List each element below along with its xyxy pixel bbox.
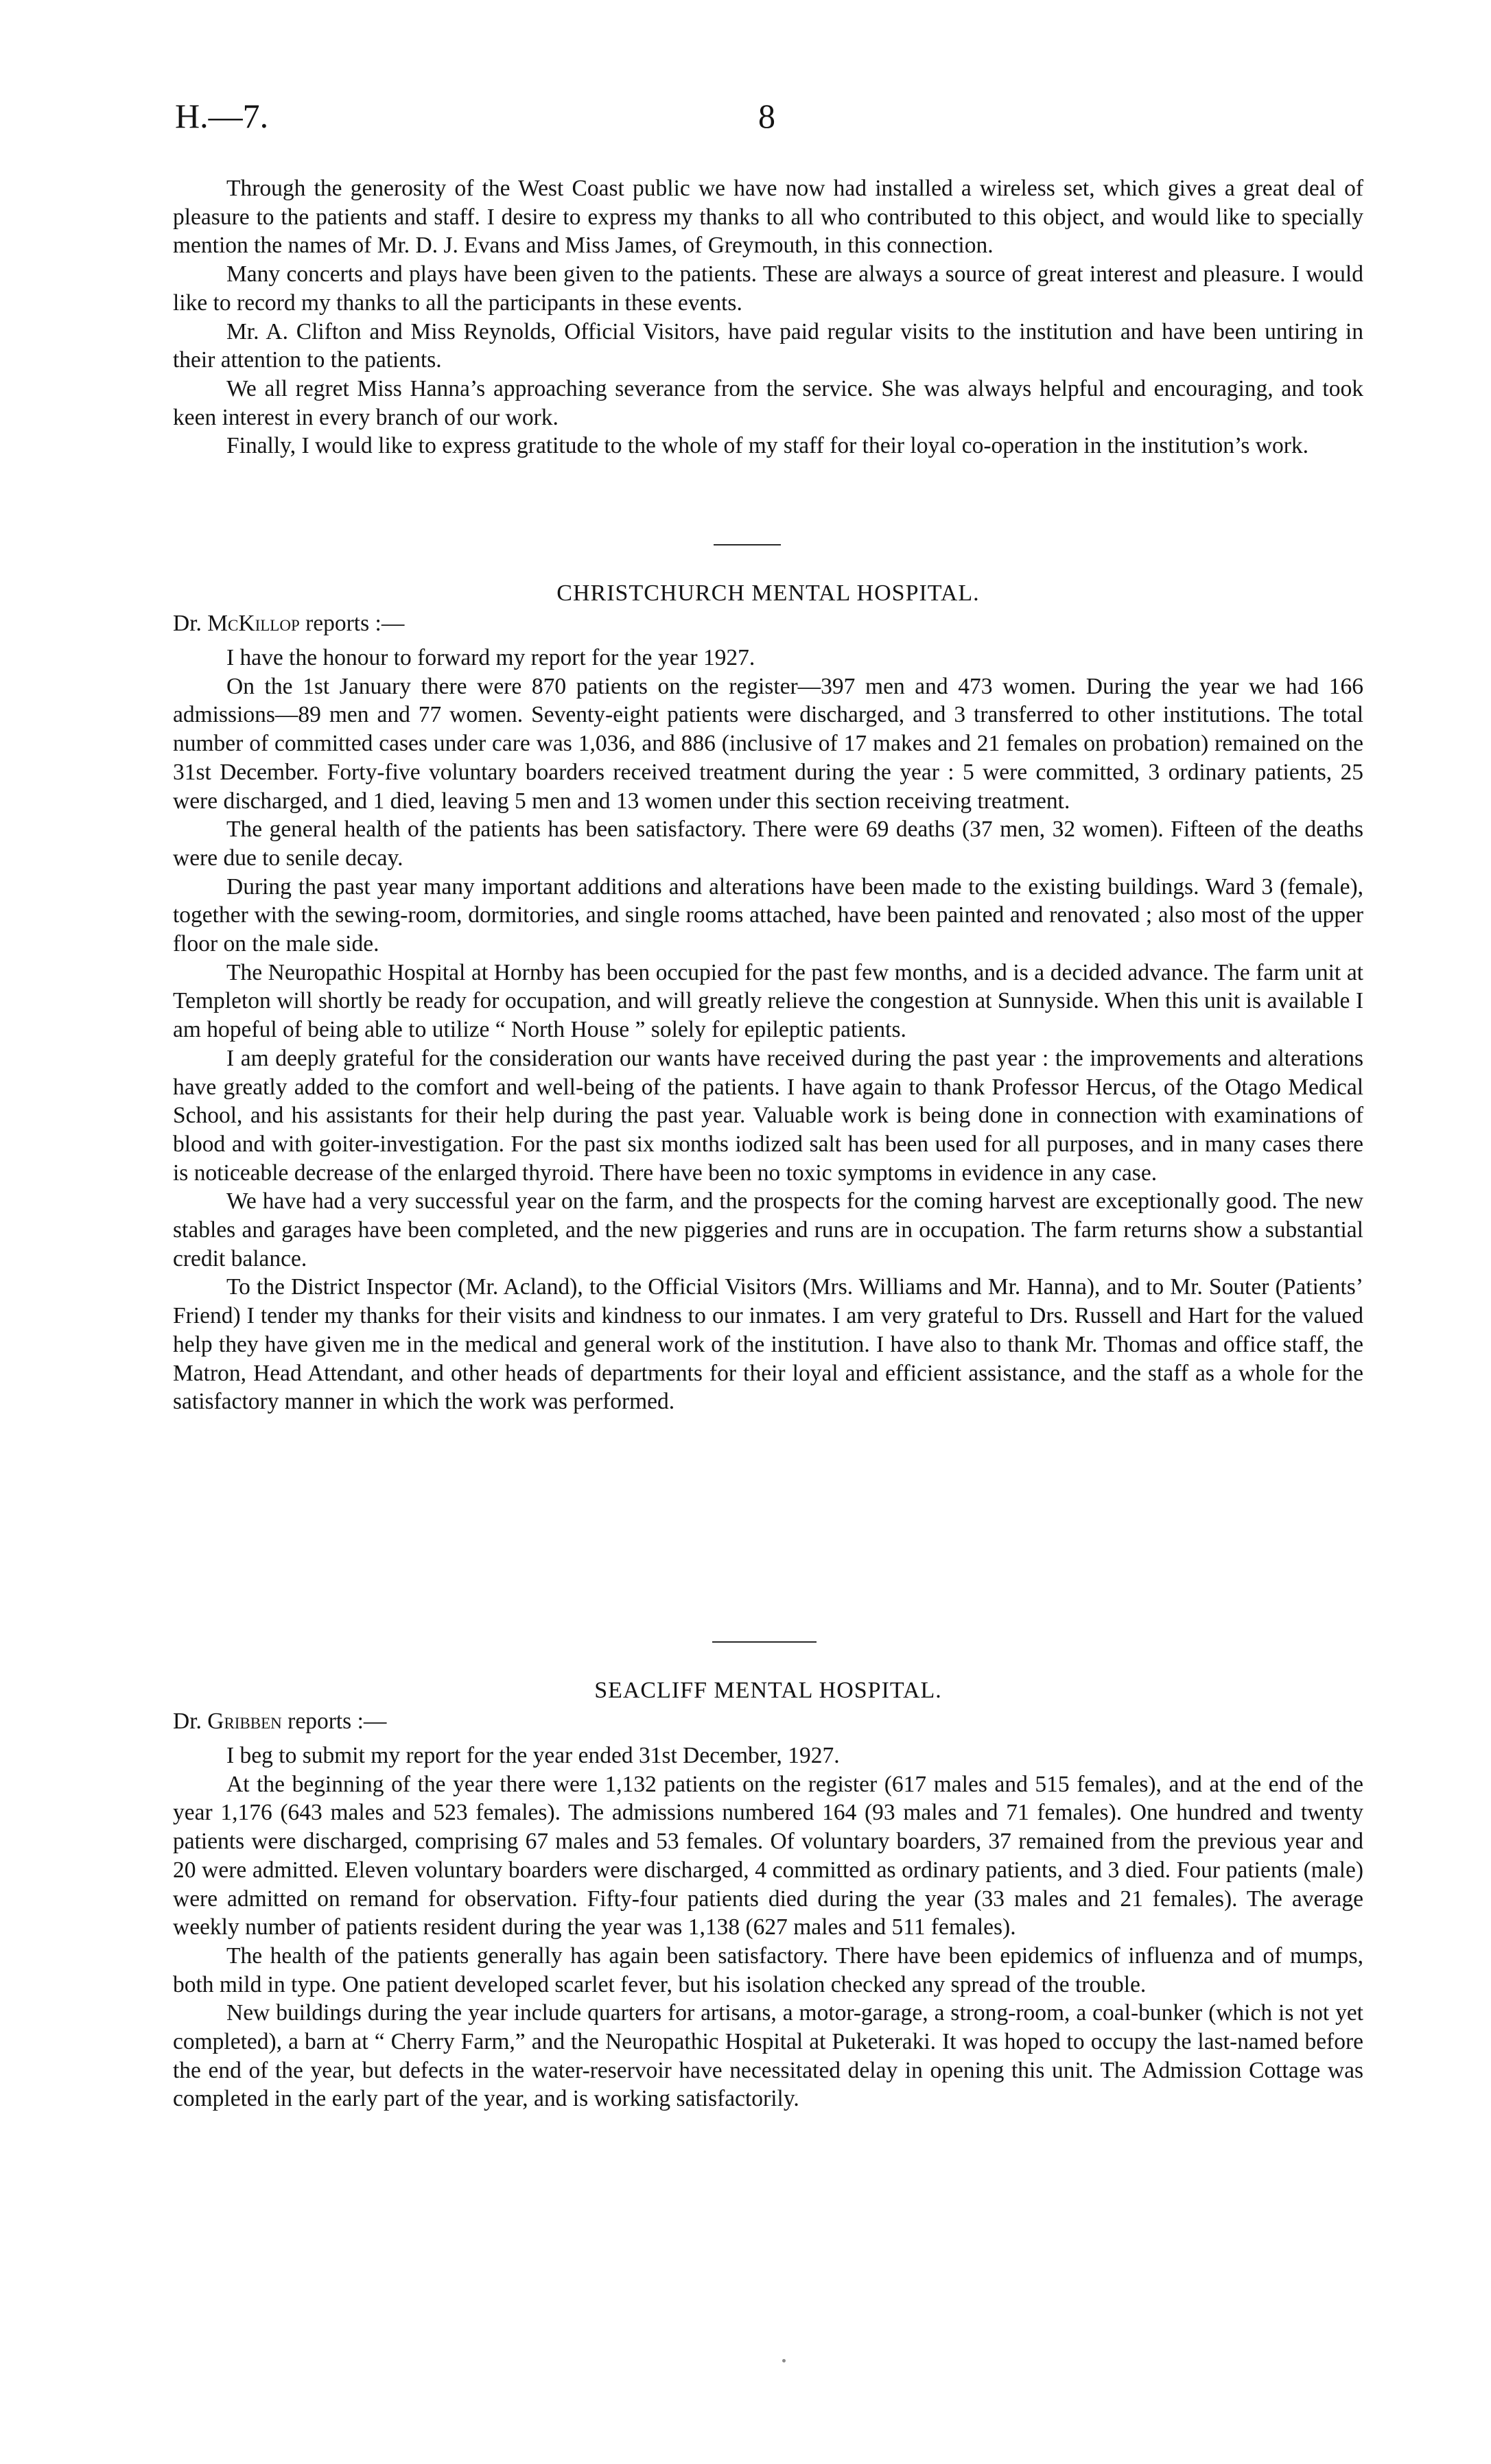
scan-speck xyxy=(782,2359,786,2362)
seacliff-heading: SEACLIFF MENTAL HOSPITAL. xyxy=(594,1678,942,1703)
section-divider xyxy=(714,544,781,545)
paragraph: The health of the patients generally has again been satisfactory. There have been epidemics of influenza and of mumps, both mild in type. One patient developed scarlet fever, but his isolation checked any spread of the trouble. xyxy=(173,1943,1363,1997)
christchurch-reporter-line xyxy=(173,611,404,637)
paragraph: I have the honour to forward my report for the year 1927. xyxy=(226,645,755,670)
paragraph: The general health of the patients has been satisfactory. There were 69 deaths (37 men, 32 women). Fifteen of the deaths were due to senile decay. xyxy=(173,817,1363,871)
paragraph: I am deeply grateful for the consideration our wants have received during the past year : the improvements and alterations have greatly added to the comfort and well-being of the patients. I have again to thank Professor Hercus, of the Otago Medical School, and his assistants for their help during the past year. Valuable work is being done in connection with examinations of blood and with goiter-investigation. For the past six months iodized salt has been used for all purposes, and in many cases there is noticeable decrease of the enlarged thyroid. There have been no toxic symptoms in evidence in any case. xyxy=(173,1045,1363,1186)
christchurch-report xyxy=(173,644,1363,1416)
seacliff-report xyxy=(173,1741,1363,2113)
page-header xyxy=(175,96,1362,144)
reporter-name: Gribben xyxy=(207,1709,282,1734)
paragraph: On the 1st January there were 870 patients on the register—397 men and 473 women. During the year we had 166 admissions—89 men and 77 women. Seventy-eight patients were discharged, and 3 transferred to other institutions. The total number of committed cases under care was 1,036, and 886 (inclusive of 17 makes and 21 females on probation) remained on the 31st December. Forty-five voluntary boarders received treatment during the year : 5 were committed, 3 ordinary patients, 25 were discharged, and 1 died, leaving 5 men and 13 women under this section receiving treatment. xyxy=(173,673,1363,814)
reporter-suffix: reports :— xyxy=(305,611,405,636)
intro-section xyxy=(173,174,1363,460)
paragraph: At the beginning of the year there were 1,132 patients on the register (617 males and 515 females), and at the end of the year 1,176 (643 males and 523 females). The admissions numbered 164 (93 males and 71 females). One hundred and twenty patients were discharged, comprising 67 males and 53 females. Of voluntary boarders, 37 remained from the previous year and 20 were admitted. Eleven voluntary boarders were discharged, 4 committed as ordinary patients, and 3 died. Four patients (male) were admitted on remand for observation. Fifty-four patients died during the year (33 males and 21 females). The average weekly number of patients resident during the year was 1,138 (627 males and 511 females). xyxy=(173,1771,1363,1940)
paragraph: Through the generosity of the West Coast public we have now had installed a wireless set, which gives a great deal of pleasure to the patients and staff. I desire to express my thanks to all who contributed to this object, and would like to specially mention the names of Mr. D. J. Evans and Miss James, of Greymouth, in this connection. xyxy=(173,176,1363,259)
page-number: 8 xyxy=(758,97,775,135)
reporter-suffix: reports :— xyxy=(287,1709,387,1734)
paragraph: We all regret Miss Hanna’s approaching severance from the service. She was always helpful and encouraging, and took keen interest in every branch of our work. xyxy=(173,375,1363,430)
report-reference: H.—7. xyxy=(175,97,269,135)
paragraph: Finally, I would like to express gratitude to the whole of my staff for their loyal co-operation in the institution’s work. xyxy=(226,433,1308,459)
paragraph: I beg to submit my report for the year ended 31st December, 1927. xyxy=(226,1743,840,1768)
paragraph: Mr. A. Clifton and Miss Reynolds, Official Visitors, have paid regular visits to the institution and have been untiring in their attention to the patients. xyxy=(173,318,1363,373)
paragraph: Many concerts and plays have been given to the patients. These are always a source of great interest and pleasure. I would like to record my thanks to all the participants in these events. xyxy=(173,261,1363,316)
reporter-prefix: Dr. xyxy=(173,611,202,636)
paragraph: During the past year many important additions and alterations have been made to the existing buildings. Ward 3 (female), together with the sewing-room, dormitories, and single rooms attached, have been painted and renovated ; also most of the upper floor on the male side. xyxy=(173,873,1363,957)
paragraph: We have had a very successful year on the farm, and the prospects for the coming harvest are exceptionally good. The new stables and garages have been completed, and the new piggeries and runs are in occupation. The farm returns show a substantial credit balance. xyxy=(173,1188,1363,1271)
section-divider xyxy=(712,1641,817,1643)
christchurch-heading: CHRISTCHURCH MENTAL HOSPITAL. xyxy=(556,580,980,606)
paragraph: The Neuropathic Hospital at Hornby has been occupied for the past few months, and is a decided advance. The farm unit at Templeton will shortly be ready for occupation, and will greatly relieve the congestion at Sunnyside. When this unit is available I am hopeful of being able to utilize “ North House ” solely for epileptic patients. xyxy=(173,959,1363,1043)
seacliff-reporter-line xyxy=(173,1709,386,1735)
paragraph: New buildings during the year include quarters for artisans, a motor-garage, a strong-room, a coal-bunker (which is not yet completed), a barn at “ Cherry Farm,” and the Neuropathic Hospital at Puketeraki. It was hoped to occupy the last-named before the end of the year, but defects in the water-reservoir have necessitated delay in opening this unit. The Admission Cottage was completed in the early part of the year, and is working satisfactorily. xyxy=(173,2000,1363,2112)
reporter-name: McKillop xyxy=(207,611,300,636)
paragraph: To the District Inspector (Mr. Acland), to the Official Visitors (Mrs. Williams and Mr. Hanna), and to Mr. Souter (Patients’ Friend) I tender my thanks for their visits and kindness to our inmates. I am very grateful to Drs. Russell and Hart for the valued help they have given me in the medical and general work of the institution. I have also to thank Mr. Thomas and office staff, the Matron, Head Attendant, and other heads of departments for their loyal and efficient assistance, and the staff as a whole for the satisfactory manner in which the work was performed. xyxy=(173,1274,1363,1415)
reporter-prefix: Dr. xyxy=(173,1709,202,1734)
